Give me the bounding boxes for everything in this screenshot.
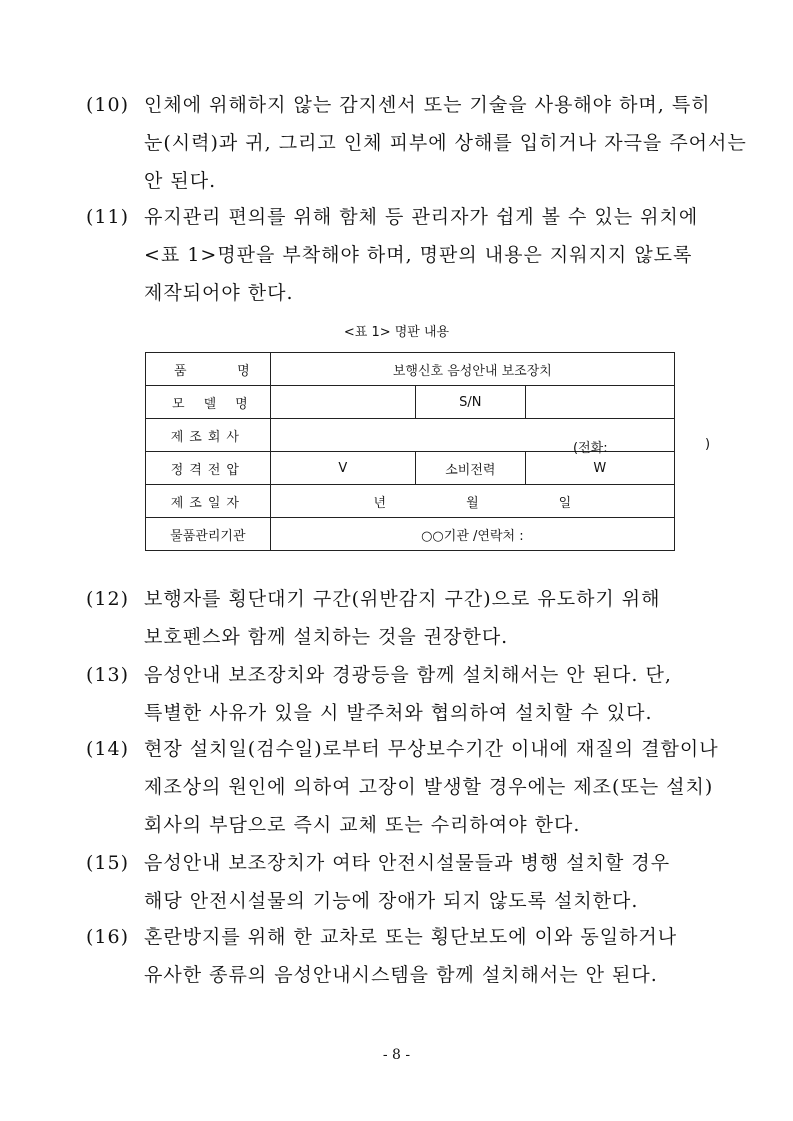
model-value — [270, 386, 415, 419]
date-month: 월 — [466, 495, 479, 511]
item-line: 제조상의 원인에 의하여 고장이 발생할 경우에는 제조(또는 설치) — [144, 776, 714, 798]
model-label-cell — [146, 386, 271, 419]
product-label-part: 품 — [174, 363, 187, 379]
model-label-part: 명 — [235, 396, 248, 412]
item-text: 혼란방지를 위해 한 교차로 또는 횡단보도에 이와 동일하거나 — [144, 926, 678, 948]
item-line: 눈(시력)과 귀, 그리고 인체 피부에 상해를 입히거나 자극을 주어서는 — [144, 132, 747, 154]
power-value: W — [525, 452, 674, 485]
date-label: 제조일자 — [146, 485, 271, 518]
date-value — [270, 485, 674, 518]
item-14 — [86, 730, 736, 844]
maker-value — [270, 419, 674, 452]
voltage-value: V — [270, 452, 415, 485]
item-line: 안 된다. — [144, 170, 217, 192]
table-row — [146, 518, 675, 551]
item-text: 음성안내 보조장치와 경광등을 함께 설치해서는 안 된다. 단, — [144, 664, 672, 686]
item-line: 보호펜스와 함께 설치하는 것을 권장한다. — [144, 626, 509, 648]
item-line: <표 1>명판을 부착해야 하며, 명판의 내용은 지워지지 않도록 — [144, 244, 693, 266]
table-row — [146, 452, 675, 485]
power-label: 소비전력 — [416, 452, 526, 485]
item-16 — [86, 918, 736, 994]
item-text: 음성안내 보조장치가 여타 안전시설물들과 병행 설치할 경우 — [144, 852, 671, 874]
agency-label: 물품관리기관 — [146, 518, 271, 551]
product-value: 보행신호 음성안내 보조장치 — [270, 353, 674, 386]
page-number: - 8 - — [382, 1047, 411, 1063]
product-label-cell — [146, 353, 271, 386]
agency-value: ○○기관 /연락처 : — [270, 518, 674, 551]
item-line — [86, 580, 736, 618]
item-number: (15) — [86, 852, 130, 874]
item-text: 현장 설치일(검수일)로부터 무상보수기간 이내에 재질의 결함이나 — [144, 738, 719, 760]
maker-phone-close: ) — [705, 437, 711, 452]
item-text: 인체에 위해하지 않는 감지센서 또는 기술을 사용해야 하며, 특히 — [144, 94, 711, 116]
item-number: (10) — [86, 94, 130, 116]
item-line: 유사한 종류의 음성안내시스템을 함께 설치해서는 안 된다. — [144, 964, 658, 986]
serial-value — [525, 386, 674, 419]
item-line: 특별한 사유가 있을 시 발주처와 협의하여 설치할 수 있다. — [144, 702, 653, 724]
item-10 — [86, 86, 747, 200]
item-number: (13) — [86, 664, 130, 686]
item-number: (11) — [86, 206, 130, 228]
item-line — [86, 918, 736, 956]
maker-label: 제조회사 — [146, 419, 271, 452]
table-row — [146, 353, 675, 386]
item-line — [86, 730, 736, 768]
item-12 — [86, 580, 736, 656]
item-number: (14) — [86, 738, 130, 760]
item-line — [86, 844, 736, 882]
item-line: 회사의 부담으로 즉시 교체 또는 수리하여야 한다. — [144, 814, 581, 836]
item-line: 제작되어야 한다. — [144, 282, 294, 304]
date-year: 년 — [373, 495, 387, 511]
item-text: 유지관리 편의를 위해 함체 등 관리자가 쉽게 볼 수 있는 위치에 — [144, 206, 699, 228]
item-line — [86, 656, 736, 694]
serial-label: S/N — [416, 386, 526, 419]
maker-phone: (전화: — [573, 441, 608, 456]
table-caption: <표 1> 명판 내용 — [343, 325, 450, 340]
model-label-part: 모 — [172, 396, 185, 412]
item-13 — [86, 656, 736, 732]
item-line — [86, 198, 736, 236]
table-row — [146, 485, 675, 518]
item-15 — [86, 844, 736, 920]
item-11 — [86, 198, 736, 312]
item-number: (16) — [86, 926, 130, 948]
product-label-part: 명 — [237, 363, 250, 379]
item-line: 해당 안전시설물의 기능에 장애가 되지 않도록 설치한다. — [144, 890, 639, 912]
item-line — [86, 86, 736, 124]
item-number: (12) — [86, 588, 130, 610]
date-day: 일 — [558, 495, 572, 511]
item-text: 보행자를 횡단대기 구간(위반감지 구간)으로 유도하기 위해 — [144, 588, 661, 610]
table-row — [146, 386, 675, 419]
model-label-part: 델 — [203, 396, 217, 412]
rating-label: 정격전압 — [146, 452, 271, 485]
